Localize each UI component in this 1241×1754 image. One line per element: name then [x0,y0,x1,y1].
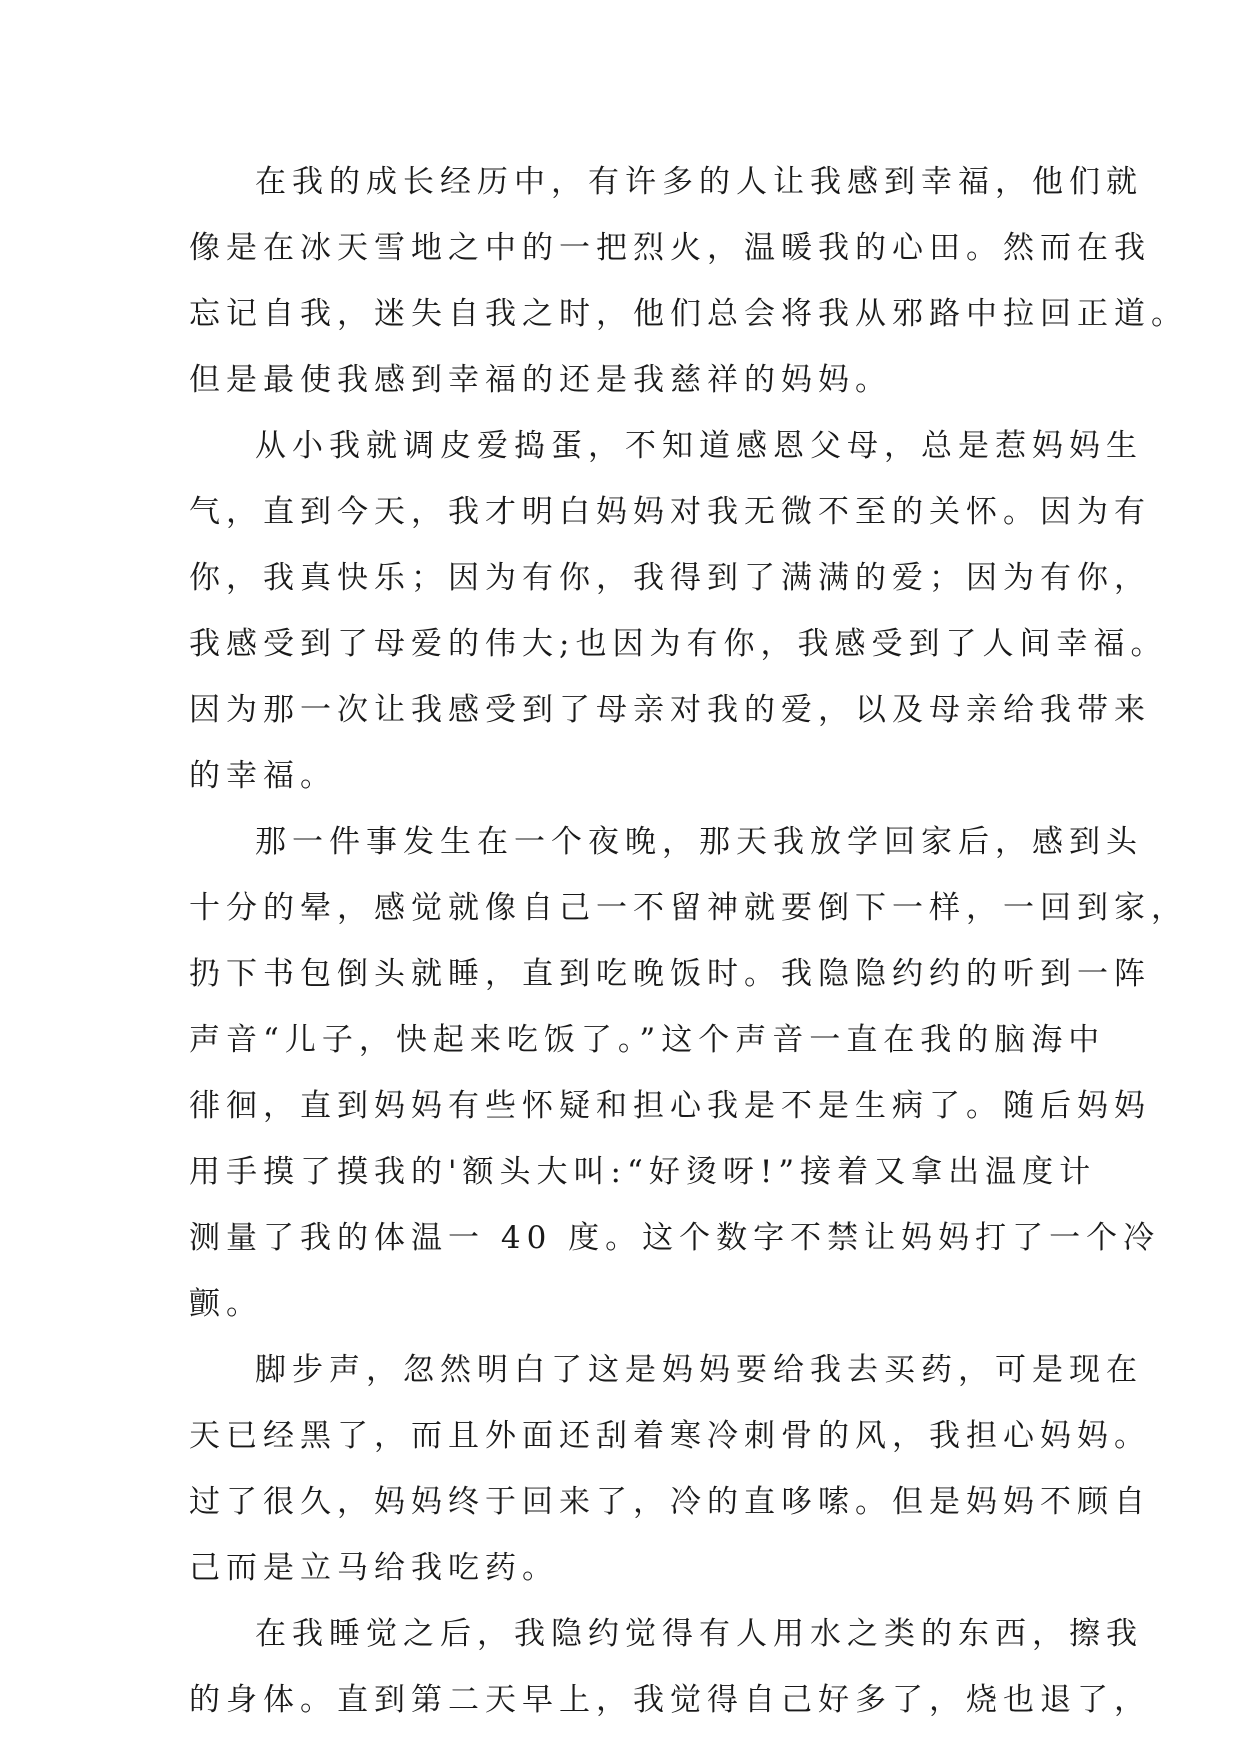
paragraph-1 [189,149,1188,413]
paragraph-line: 扔下书包倒头就睡，直到吃晚饭时。我隐隐约约的听到一阵 [189,956,1151,992]
paragraph-line: 像是在冰天雪地之中的一把烈火，温暖我的心田。然而在我 [189,230,1151,266]
paragraph-line: 因为那一次让我感受到了母亲对我的爱，以及母亲给我带来 [189,692,1151,728]
paragraph-2 [189,413,1168,809]
paragraph-3 [189,809,1188,1337]
paragraph-line: 己而是立马给我吃药。 [189,1550,559,1586]
paragraph-line: 那一件事发生在一个夜晚，那天我放学回家后，感到头 [255,824,1143,860]
paragraph-line: 在我的成长经历中，有许多的人让我感到幸福，他们就 [255,164,1143,200]
paragraph-line: 忘记自我，迷失自我之时，他们总会将我从邪路中拉回正道。 [189,296,1188,332]
paragraph-line: 我感受到了母爱的伟大;也因为有你，我感受到了人间幸福。 [189,626,1168,662]
paragraph-line: 测量了我的体温一 40 度。这个数字不禁让妈妈打了一个冷 [189,1220,1161,1256]
paragraph-5 [189,1601,1151,1733]
document-body [189,149,1188,1733]
paragraph-line: 用手摸了摸我的'额头大叫:“好烫呀!”接着又拿出温度计 [189,1154,1097,1190]
paragraph-line: 的身体。直到第二天早上，我觉得自己好多了，烧也退了， [189,1682,1151,1718]
paragraph-line: 你，我真快乐；因为有你，我得到了满满的爱；因为有你， [189,560,1151,596]
paragraph-line: 声音“儿子，快起来吃饭了。”这个声音一直在我的脑海中 [189,1022,1106,1058]
paragraph-line: 过了很久，妈妈终于回来了，冷的直哆嗦。但是妈妈不顾自 [189,1484,1151,1520]
paragraph-line: 从小我就调皮爱捣蛋，不知道感恩父母，总是惹妈妈生 [255,428,1143,464]
paragraph-line: 天已经黑了，而且外面还刮着寒冷刺骨的风，我担心妈妈。 [189,1418,1151,1454]
paragraph-line: 在我睡觉之后，我隐约觉得有人用水之类的东西，擦我 [255,1616,1143,1652]
paragraph-line: 脚步声，忽然明白了这是妈妈要给我去买药，可是现在 [255,1352,1143,1388]
paragraph-line: 但是最使我感到幸福的还是我慈祥的妈妈。 [189,362,892,398]
paragraph-4 [189,1337,1151,1601]
paragraph-line: 气，直到今天，我才明白妈妈对我无微不至的关怀。因为有 [189,494,1151,530]
paragraph-line: 十分的晕，感觉就像自己一不留神就要倒下一样，一回到家， [189,890,1188,926]
paragraph-line: 徘徊，直到妈妈有些怀疑和担心我是不是生病了。随后妈妈 [189,1088,1151,1124]
paragraph-line: 颤。 [189,1286,263,1322]
paragraph-line: 的幸福。 [189,758,337,794]
